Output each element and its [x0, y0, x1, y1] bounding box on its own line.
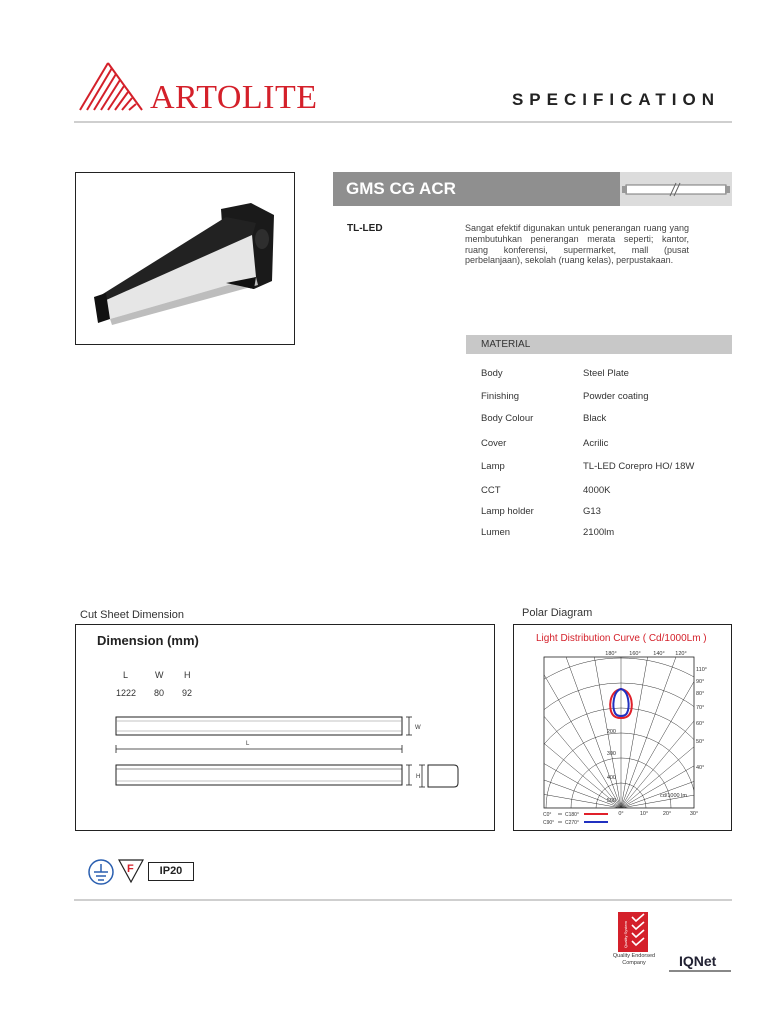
material-value: TL-LED Corepro HO/ 18W — [583, 461, 695, 472]
drawing-label-h: H — [416, 774, 421, 780]
legend-label-a: C0° — [543, 812, 552, 818]
legend-label-a: C90° — [543, 820, 555, 826]
product-description: Sangat efektif digunakan untuk penerangan ruang yang membutuhkan penerangan merata seperti; kantor, ruang konferensi, supermarket, mall (pusat perbelanjaan), sekolah (ruang kelas), perpustakaan. — [465, 223, 689, 266]
product-photo — [75, 172, 295, 345]
earth-ground-icon — [86, 858, 116, 886]
polar-caption: Light Distribution Curve ( Cd/1000Lm ) — [536, 633, 707, 644]
quality-label: Quality Endorsed Company — [612, 953, 656, 966]
material-key: Lumen — [481, 527, 511, 538]
drawing-label-w: W — [415, 725, 421, 731]
f-mark-letter: F — [127, 863, 134, 875]
polar-bottom-angle: 20° — [662, 811, 672, 817]
footer-divider — [74, 899, 732, 901]
drawing-label-l: L — [246, 741, 250, 747]
quality-system-badge — [618, 912, 648, 952]
dimension-drawing — [76, 625, 494, 830]
iqnet-text: IQNet — [679, 953, 717, 969]
quality-vertical-text: Quality System — [623, 921, 628, 948]
polar-right-angle: 90° — [696, 679, 705, 685]
legend-label-b: C270° — [565, 820, 579, 826]
polar-frame — [544, 657, 694, 808]
polar-radial-value: 500 — [606, 798, 616, 804]
material-key: Cover — [481, 438, 507, 449]
product-name: GMS CG ACR — [346, 179, 456, 198]
dimension-title: Dimension (mm) — [97, 633, 199, 648]
polar-diagram-label: Polar Diagram — [522, 607, 593, 619]
iqnet-underline — [669, 970, 731, 972]
ip-rating-badge: IP20 — [148, 862, 194, 881]
iqnet-logo — [667, 953, 733, 975]
dimension-box — [75, 624, 495, 831]
polar-top-angle: 160° — [629, 651, 641, 657]
material-key: Body Colour — [481, 413, 534, 424]
material-row — [481, 527, 721, 541]
cut-sheet-label: Cut Sheet Dimension — [80, 609, 184, 621]
polar-radial-value: 200 — [606, 729, 616, 735]
polar-top-angle: 140° — [653, 651, 665, 657]
polar-diagram-box — [513, 624, 732, 831]
dim-value-l: 1222 — [116, 688, 137, 698]
material-value: 4000K — [583, 485, 611, 496]
brand-name: ARTOLITE — [150, 79, 318, 116]
material-value: 2100lm — [583, 527, 615, 538]
material-value: Black — [583, 413, 607, 424]
logo-mark-icon — [78, 60, 150, 116]
material-key: Lamp — [481, 461, 505, 472]
polar-top-angle: 180° — [605, 651, 617, 657]
material-value: G13 — [583, 506, 601, 517]
dim-header-h: H — [184, 670, 191, 680]
polar-top-angle: 120° — [675, 651, 687, 657]
polar-bottom-angle: 30° — [689, 811, 699, 817]
page-title: SPECIFICATION — [511, 90, 720, 109]
polar-right-angle: 70° — [696, 705, 705, 711]
lamp-tube-illustration — [620, 172, 732, 206]
polar-right-angle: 110° — [696, 667, 707, 673]
polar-radial-value: 400 — [606, 775, 616, 781]
material-heading-band — [466, 335, 732, 354]
dim-value-h: 92 — [182, 688, 193, 698]
legend-label-b: C180° — [565, 812, 579, 818]
material-key: Lamp holder — [481, 506, 534, 517]
material-value: Powder coating — [583, 391, 649, 402]
dim-header-w: W — [155, 670, 164, 680]
material-key: Finishing — [481, 391, 520, 402]
material-row — [481, 485, 721, 499]
polar-right-angle: 40° — [696, 765, 705, 771]
lamp-type: TL-LED — [347, 223, 383, 234]
material-row — [481, 368, 721, 382]
material-row — [481, 391, 721, 405]
material-value: Steel Plate — [583, 368, 629, 379]
product-name-band — [333, 172, 620, 206]
material-row — [481, 438, 721, 452]
quality-checks-icon — [618, 912, 648, 952]
material-key: Body — [481, 368, 503, 379]
material-row — [481, 461, 721, 475]
dim-value-w: 80 — [154, 688, 165, 698]
polar-bottom-angle: 0° — [618, 811, 624, 817]
luminaire-image — [76, 173, 294, 344]
polar-chart — [514, 625, 731, 830]
polar-unit: cd/1000 lm — [660, 793, 687, 799]
polar-radial-value: 300 — [606, 751, 616, 757]
material-row — [481, 506, 721, 520]
tube-icon — [620, 172, 732, 206]
material-key: CCT — [481, 485, 501, 496]
polar-right-angle: 80° — [696, 691, 705, 697]
dim-header-l: L — [123, 670, 129, 680]
header-divider — [74, 121, 732, 123]
polar-bottom-angle: 10° — [639, 811, 649, 817]
material-value: Acrilic — [583, 438, 609, 449]
material-heading: MATERIAL — [481, 339, 531, 350]
artolite-logo — [78, 60, 338, 116]
f-mark-icon — [117, 858, 145, 884]
material-row — [481, 413, 721, 427]
polar-right-angle: 50° — [696, 739, 705, 745]
polar-right-angle: 60° — [696, 721, 705, 727]
